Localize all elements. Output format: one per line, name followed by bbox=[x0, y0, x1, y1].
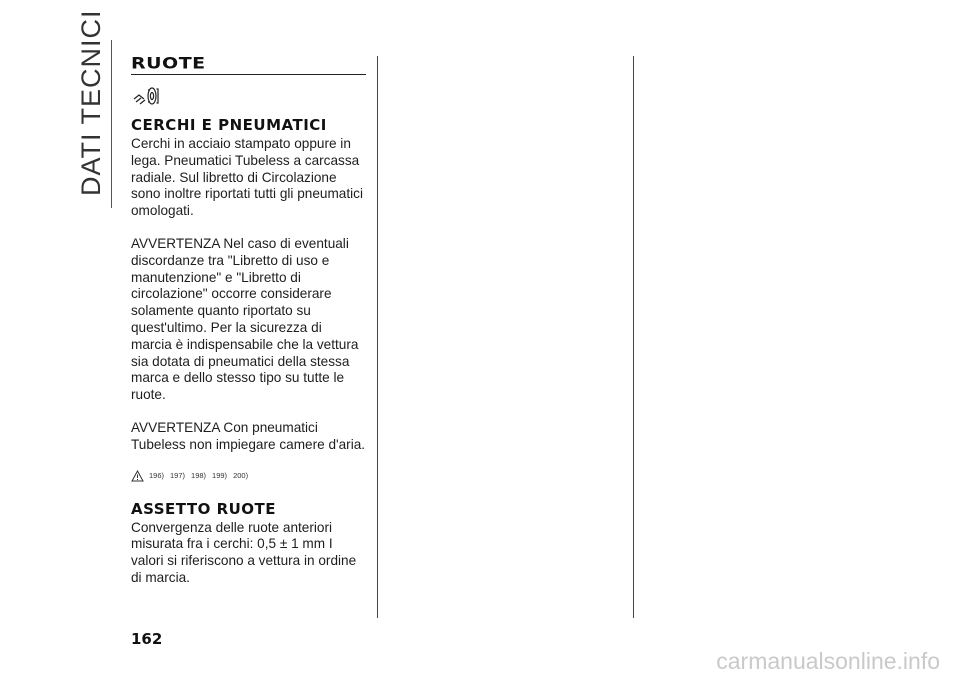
warning-ref: 196) bbox=[149, 470, 165, 480]
paragraph-avvertenza-1: AVVERTENZA Nel caso di eventuali discordanze tra "Libretto di uso e manutenzione" e "Libretto di circolazione" occorre considerare solamente quanto riportato su quest'ultimo. Per la sicurezza di marcia è indispensabile che la vettura sia dotata di pneumatici della stessa marca e dello stesso tipo su tutte le ruote. bbox=[131, 235, 359, 403]
warning-ref-list bbox=[149, 471, 248, 481]
warning-ref: 197) bbox=[170, 470, 186, 480]
section-title-assetto: ASSETTO RUOTE bbox=[131, 499, 277, 518]
column-1 bbox=[131, 54, 366, 587]
watermark: carmanualsonline.info bbox=[716, 648, 940, 674]
side-rule bbox=[111, 40, 112, 208]
warning-triangle-icon bbox=[131, 470, 144, 482]
paragraph-assetto: Convergenza delle ruote anteriori misurata fra i cerchi: 0,5 ± 1 mm I valori si riferiscono a vettura in ordine di marcia. bbox=[131, 519, 357, 585]
tyre-icon bbox=[131, 84, 161, 106]
warning-ref: 198) bbox=[191, 470, 207, 480]
page-number: 162 bbox=[131, 630, 163, 648]
chapter-side-title bbox=[72, 9, 112, 200]
icon-row bbox=[131, 84, 366, 106]
title-rule bbox=[131, 74, 366, 75]
warning-references bbox=[131, 468, 366, 484]
section-title-cerchi: CERCHI E PNEUMATICI bbox=[131, 116, 327, 134]
paragraph-cerchi: Cerchi in acciaio stampato oppure in lega. Pneumatici Tubeless a carcassa radiale. Sul libretto di Circolazione sono inoltre riportati tutti gli pneumatici omologati. bbox=[131, 136, 363, 219]
column-divider-1 bbox=[377, 56, 378, 618]
warning-ref: 200) bbox=[233, 470, 249, 480]
column-divider-2 bbox=[633, 56, 634, 618]
warning-ref: 199) bbox=[212, 470, 228, 480]
paragraph-avvertenza-2: AVVERTENZA Con pneumatici Tubeless non impiegare camere d'aria. bbox=[131, 419, 366, 452]
chapter-side-title-text: DATI TECNICI bbox=[76, 9, 106, 196]
main-title: RUOTE bbox=[131, 54, 206, 73]
